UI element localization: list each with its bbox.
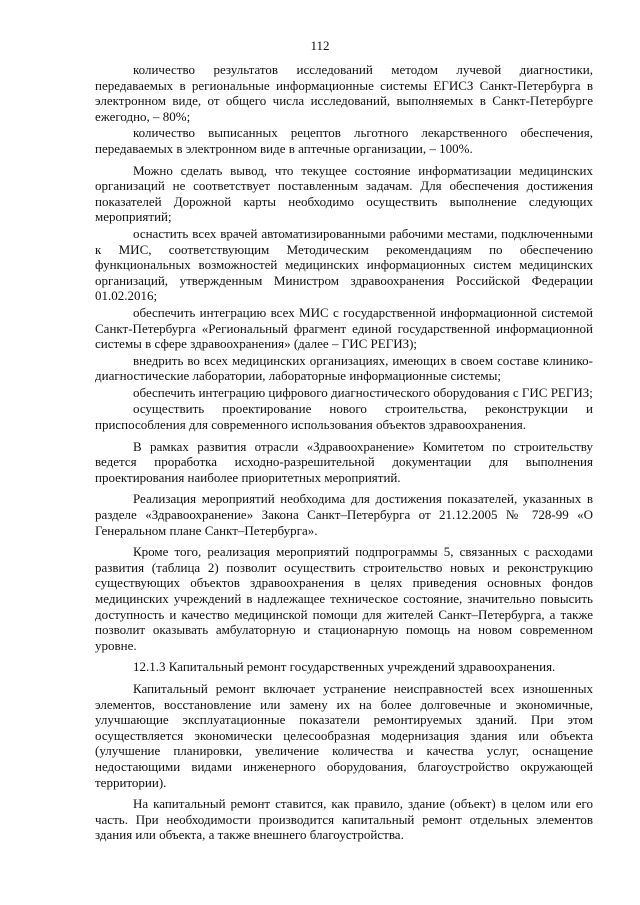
paragraph-construction-committee: В рамках развития отрасли «Здравоохранение» Комитетом по строительству ведется проработка исходно-разрешительной документации для выполнения проектирования наиболее приоритетных мероприятий. — [95, 438, 593, 485]
paragraph-prescriptions-metric: количество выписанных рецептов льготного лекарственного обеспечения, передаваемых в электронном виде в аптечные организации, – 100%. — [95, 125, 593, 156]
page-number: 112 — [310, 38, 330, 53]
paragraph-conclusion: Можно сделать вывод, что текущее состояние информатизации медицинских организаций не соответствует поставленным задачам. Для обеспечения достижения показателей Дорожной карты необходимо осуществить выполнение следующих мероприятий; — [95, 162, 593, 225]
document-body — [95, 62, 593, 844]
paragraph-subprogram-5: Кроме того, реализация мероприятий подпрограммы 5, связанных с расходами развития (таблица 2) позволит осуществить строительство новых и реконструкцию существующих объектов здравоохранения в целях приведения основных фондов медицинских учреждений в надлежащее техническое состояние, значительно повысить доступность и качество медицинской помощи для жителей Санкт–Петербурга, а также позволит оказывать амбулаторную и стационарную помощь на новом современном уровне. — [95, 544, 593, 653]
paragraph-diagnostic-equipment: обеспечить интеграцию цифрового диагностического оборудования с ГИС РЕГИЗ; — [133, 384, 593, 400]
paragraph-lab-systems: внедрить во всех медицинских организациях, имеющих в своем составе клинико-диагностические лаборатории, лабораторные информационные системы; — [95, 352, 593, 384]
paragraph-general-plan-law: Реализация мероприятий необходима для достижения показателей, указанных в разделе «Здравоохранение» Закона Санкт–Петербурга от 21.12.2005 № 728-99 «О Генеральном плане Санкт–Петербурга». — [95, 491, 593, 538]
paragraph-construction-design: осуществить проектирование нового строительства, реконструкции и приспособления для современного использования объектов здравоохранения. — [95, 401, 593, 433]
section-heading-12-1-3: 12.1.3 Капитальный ремонт государственных учреждений здравоохранения. — [133, 659, 556, 675]
paragraph-xray-results-metric: количество результатов исследований методом лучевой диагностики, передаваемых в региональные информационные системы ЕГИСЗ Санкт-Петербурга в электронном виде, от общего числа исследований, выполняемых в Санкт-Петербурге ежегодно, – 80%; — [95, 62, 593, 124]
paragraph-workstations: оснастить всех врачей автоматизированными рабочими местами, подключенными к МИС, соответствующим Методическим рекомендациям по обеспечению функциональных возможностей медицинских информационных систем медицинских организаций, утвержденным Министром здравоохранения Российской Федерации 01.02.2016; — [95, 225, 593, 304]
paragraph-capital-repair-definition: Капитальный ремонт включает устранение неисправностей всех изношенных элементов, восстановление или замену их на более долговечные и экономичные, улучшающие эксплуатационные показатели ремонтируемых зданий. При этом осуществляется экономически целесообразная модернизация здания или объекта (улучшение планировки, увеличение количества и качества услуг, оснащение недостающими видами инженерного оборудования, благоустройство окружающей территории). — [95, 680, 593, 790]
paragraph-mis-integration: обеспечить интеграцию всех МИС с государственной информационной системой Санкт-Петербурга «Региональный фрагмент единой государственной информационной системы в сфере здравоохранения» (далее – ГИС РЕГИЗ); — [95, 304, 593, 352]
paragraph-capital-repair-object: На капитальный ремонт ставится, как правило, здание (объект) в целом или его часть. При необходимости производится капитальный ремонт отдельных элементов здания или объекта, а также внешнего благоустройства. — [95, 796, 593, 843]
